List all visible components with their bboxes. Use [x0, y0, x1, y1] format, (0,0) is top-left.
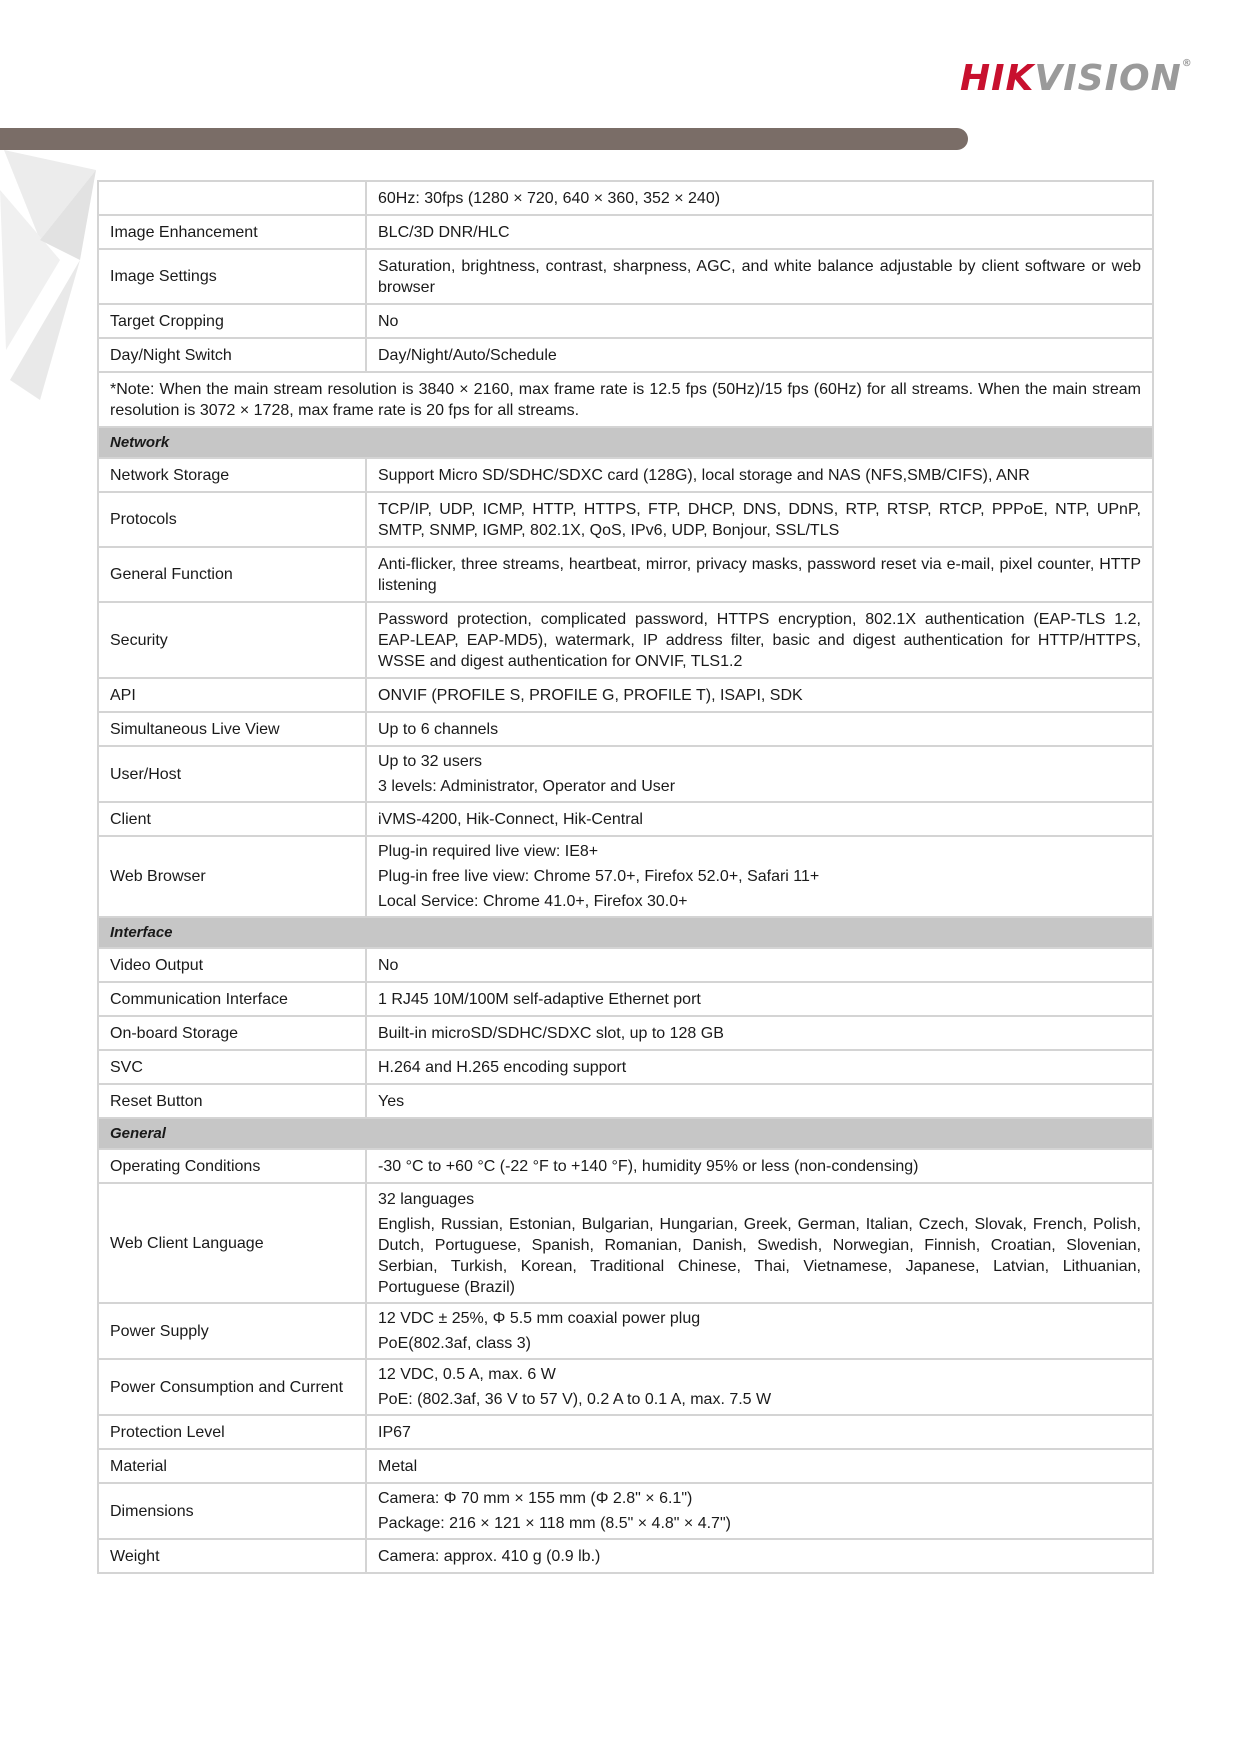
section-title: Network	[98, 427, 1153, 458]
spec-value	[366, 1449, 1153, 1483]
interface-section	[98, 917, 1153, 948]
spec-label: Image Settings	[98, 249, 366, 304]
spec-label: Security	[98, 602, 366, 678]
spec-value-line: Local Service: Chrome 41.0+, Firefox 30.0+	[378, 893, 688, 910]
spec-row	[98, 1483, 1153, 1539]
spec-row	[98, 712, 1153, 746]
spec-value-line: H.264 and H.265 encoding support	[378, 1058, 627, 1076]
spec-row	[98, 547, 1153, 602]
spec-row	[98, 1449, 1153, 1483]
note-text: *Note: When the main stream resolution is 3840 × 2160, max frame rate is 12.5 fps (50Hz)/15 fps (60Hz) for all streams. When the main stream resolution is 3072 × 1728, max frame rate is 20 fps for all streams.	[98, 372, 1153, 427]
spec-row	[98, 215, 1153, 249]
spec-label: Dimensions	[98, 1483, 366, 1539]
spec-label: SVC	[98, 1050, 366, 1084]
spec-row	[98, 746, 1153, 802]
spec-value	[366, 1539, 1153, 1573]
spec-value-line: Camera: approx. 410 g (0.9 lb.)	[378, 1547, 601, 1565]
spec-label: Protection Level	[98, 1415, 366, 1449]
spec-value-line: Built-in microSD/SDHC/SDXC slot, up to 128 GB	[378, 1024, 724, 1042]
spec-label: Day/Night Switch	[98, 338, 366, 372]
spec-label: Communication Interface	[98, 982, 366, 1016]
spec-label: Web Browser	[98, 836, 366, 917]
network-rows	[98, 458, 1153, 917]
spec-value	[366, 802, 1153, 836]
spec-value	[366, 1183, 1153, 1303]
spec-value	[366, 547, 1153, 602]
spec-value	[366, 1016, 1153, 1050]
spec-value-line: IP67	[378, 1423, 411, 1441]
spec-value	[366, 1483, 1153, 1539]
spec-value	[366, 304, 1153, 338]
spec-row	[98, 1359, 1153, 1415]
spec-value-line: Password protection, complicated password, HTTPS encryption, 802.1X authentication (EAP-TLS 1.2, EAP-LEAP, EAP-MD5), watermark, IP address filter, basic and digest authentication for HTTP/HTTPS, WSSE and digest authentication for ONVIF, TLS1.2	[378, 610, 1141, 670]
spec-value-line: Saturation, brightness, contrast, sharpness, AGC, and white balance adjustable by client software or web browser	[378, 257, 1141, 296]
spec-value-line: ONVIF (PROFILE S, PROFILE G, PROFILE T), ISAPI, SDK	[378, 686, 803, 704]
spec-value	[366, 1303, 1153, 1359]
spec-row	[98, 1183, 1153, 1303]
spec-value	[366, 1050, 1153, 1084]
spec-value-line: No	[378, 956, 399, 974]
spec-value	[366, 982, 1153, 1016]
spec-value	[366, 458, 1153, 492]
spec-row	[98, 1415, 1153, 1449]
spec-label: On-board Storage	[98, 1016, 366, 1050]
spec-row	[98, 492, 1153, 547]
spec-row	[98, 948, 1153, 982]
spec-row	[98, 338, 1153, 372]
interface-rows	[98, 948, 1153, 1118]
spec-row	[98, 1016, 1153, 1050]
spec-value	[366, 1149, 1153, 1183]
spec-value-line: 32 languages	[378, 1190, 475, 1208]
section-header-network	[98, 427, 1153, 458]
spec-row	[98, 1149, 1153, 1183]
spec-value-line: Day/Night/Auto/Schedule	[378, 346, 557, 364]
spec-value-line: No	[378, 312, 399, 330]
spec-value	[366, 746, 1153, 802]
spec-value	[366, 1084, 1153, 1118]
spec-value-line: Plug-in free live view: Chrome 57.0+, Firefox 52.0+, Safari 11+	[378, 868, 820, 885]
spec-value-line: English, Russian, Estonian, Bulgarian, Hungarian, Greek, German, Italian, Czech, Slovak, French, Polish, Dutch, Portuguese, Spanish, Romanian, Danish, Swedish, Norwegian, Finnish, Croatian, Slovenian, Serbian, Turkish, Korean, Traditional Chinese, Thai, Vietnamese, Japanese, Latvian, Lithuanian, Portuguese (Brazil)	[378, 1215, 1141, 1296]
spec-row	[98, 1303, 1153, 1359]
decorative-triangles	[0, 150, 96, 400]
spec-value-line: PoE: (802.3af, 36 V to 57 V), 0.2 A to 0.1 A, max. 7.5 W	[378, 1391, 772, 1408]
spec-value-line: PoE(802.3af, class 3)	[378, 1335, 531, 1352]
spec-label: Web Client Language	[98, 1183, 366, 1303]
spec-value-line: -30 °C to +60 °C (-22 °F to +140 °F), humidity 95% or less (non-condensing)	[378, 1157, 919, 1175]
spec-value-line: 3 levels: Administrator, Operator and User	[378, 778, 676, 795]
spec-label: Protocols	[98, 492, 366, 547]
spec-label: Target Cropping	[98, 304, 366, 338]
note-row	[98, 372, 1153, 427]
spec-value-line: Up to 6 channels	[378, 720, 499, 738]
spec-value-line: 1 RJ45 10M/100M self-adaptive Ethernet port	[378, 990, 701, 1008]
spec-value	[366, 492, 1153, 547]
spec-value-line: 12 VDC ± 25%, Φ 5.5 mm coaxial power plug	[378, 1310, 701, 1327]
spec-label: Reset Button	[98, 1084, 366, 1118]
spec-value	[366, 1415, 1153, 1449]
spec-label: Power Consumption and Current	[98, 1359, 366, 1415]
note-section	[98, 372, 1153, 427]
spec-value	[366, 215, 1153, 249]
spec-label: Video Output	[98, 948, 366, 982]
spec-row	[98, 982, 1153, 1016]
general-rows	[98, 1149, 1153, 1573]
spec-label: Network Storage	[98, 458, 366, 492]
spec-label: Image Enhancement	[98, 215, 366, 249]
spec-value	[366, 338, 1153, 372]
section-title: Interface	[98, 917, 1153, 948]
spec-row	[98, 802, 1153, 836]
spec-row	[98, 249, 1153, 304]
spec-label: Simultaneous Live View	[98, 712, 366, 746]
spec-value	[366, 181, 1153, 215]
spec-row	[98, 458, 1153, 492]
spec-value-line: Up to 32 users	[378, 753, 483, 770]
spec-value-line: Metal	[378, 1457, 418, 1475]
spec-row	[98, 602, 1153, 678]
spec-value-line: Package: 216 × 121 × 118 mm (8.5" × 4.8" × 4.7")	[378, 1515, 731, 1532]
spec-label: Operating Conditions	[98, 1149, 366, 1183]
spec-value-line: 12 VDC, 0.5 A, max. 6 W	[378, 1366, 556, 1383]
general-section	[98, 1118, 1153, 1149]
spec-value	[366, 836, 1153, 917]
spec-label: User/Host	[98, 746, 366, 802]
spec-value	[366, 948, 1153, 982]
spec-row	[98, 1084, 1153, 1118]
spec-value	[366, 1359, 1153, 1415]
spec-value-line: Support Micro SD/SDHC/SDXC card (128G), local storage and NAS (NFS,SMB/CIFS), ANR	[378, 466, 1030, 484]
spec-value	[366, 712, 1153, 746]
spec-value-line: Camera: Φ 70 mm × 155 mm (Φ 2.8" × 6.1")	[378, 1490, 693, 1507]
network-section	[98, 427, 1153, 458]
spec-row	[98, 181, 1153, 215]
section-header-interface	[98, 917, 1153, 948]
spec-label: API	[98, 678, 366, 712]
spec-row	[98, 1050, 1153, 1084]
header-bar	[0, 128, 968, 150]
spec-label: Weight	[98, 1539, 366, 1573]
spec-label: Material	[98, 1449, 366, 1483]
spec-row	[98, 678, 1153, 712]
spec-value-line: 60Hz: 30fps (1280 × 720, 640 × 360, 352 × 240)	[378, 189, 721, 207]
spec-label	[98, 181, 366, 215]
spec-label: Client	[98, 802, 366, 836]
hikvision-logo: HIKVISION®	[960, 58, 1193, 99]
spec-row	[98, 836, 1153, 917]
spec-label: Power Supply	[98, 1303, 366, 1359]
spec-value-line: BLC/3D DNR/HLC	[378, 223, 510, 241]
spec-value-line: TCP/IP, UDP, ICMP, HTTP, HTTPS, FTP, DHCP, DNS, DDNS, RTP, RTSP, RTCP, PPPoE, NTP, UPnP, SMTP, SNMP, IGMP, 802.1X, QoS, IPv6, UDP, Bonjour, SSL/TLS	[378, 500, 1141, 539]
spec-value-line: Anti-flicker, three streams, heartbeat, mirror, privacy masks, password reset via e-mail, pixel counter, HTTP listening	[378, 555, 1141, 594]
section-title: General	[98, 1118, 1153, 1149]
spec-label: General Function	[98, 547, 366, 602]
spec-value	[366, 249, 1153, 304]
section-header-general	[98, 1118, 1153, 1149]
spec-rows-top	[98, 181, 1153, 372]
spec-value-line: Plug-in required live view: IE8+	[378, 843, 599, 860]
spec-value	[366, 602, 1153, 678]
spec-value	[366, 678, 1153, 712]
specification-table	[97, 180, 1154, 1574]
spec-value-line: Yes	[378, 1092, 405, 1110]
spec-row	[98, 304, 1153, 338]
spec-row	[98, 1539, 1153, 1573]
spec-value-line: iVMS-4200, Hik-Connect, Hik-Central	[378, 810, 643, 828]
